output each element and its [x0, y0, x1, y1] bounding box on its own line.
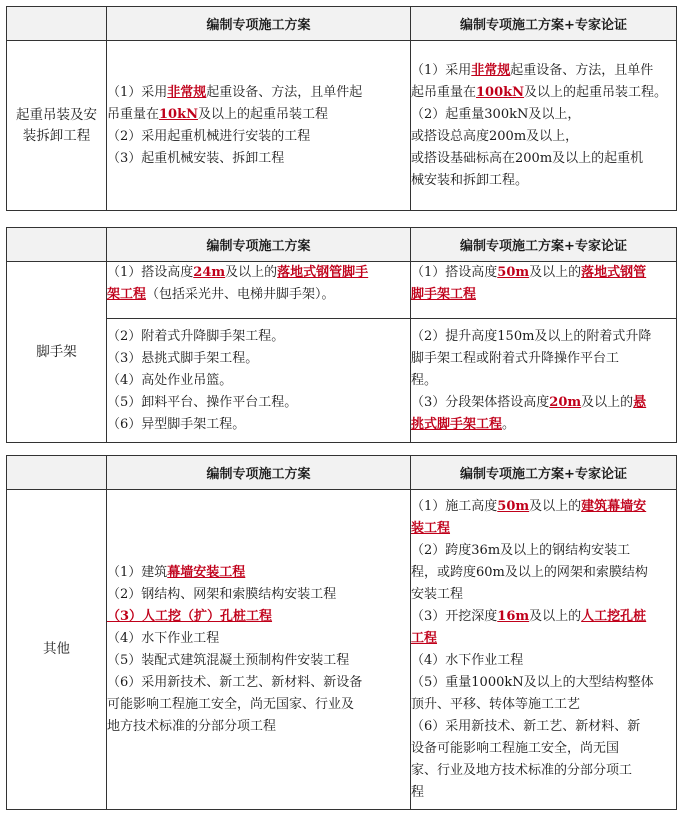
body-text: （4）高处作业吊篮。 [107, 372, 233, 388]
text-line [411, 82, 676, 104]
text-line [411, 606, 676, 628]
label-line: 起重吊装及安 [16, 106, 97, 123]
text-line [107, 82, 410, 104]
body-text: 及以上的 [529, 608, 582, 624]
highlight-text: 装工程 [411, 520, 451, 536]
body-text: 。 [502, 416, 516, 432]
header-plan: 编制专项施工方案 [107, 228, 411, 262]
header-expert: 编制专项施工方案+专家论证 [411, 456, 677, 490]
table-row [7, 490, 677, 810]
body-text: （5）重量1000kN及以上的大型结构整体 [411, 674, 654, 690]
highlight-text: 落地式钢管脚手 [277, 265, 369, 280]
body-text: （6）异型脚手架工程。 [107, 416, 246, 432]
expert-cell [411, 490, 677, 810]
text-line [107, 262, 410, 284]
category-label [7, 342, 106, 363]
text-line [107, 126, 410, 148]
text-line [107, 606, 410, 628]
text-line [411, 562, 676, 584]
body-text: （2）采用起重机械进行安装的工程 [107, 128, 311, 144]
table-other [6, 455, 677, 810]
body-text: 及以上的起重吊装工程。 [524, 84, 668, 100]
text-line [411, 628, 676, 650]
text-line [411, 694, 676, 716]
plan-text [107, 82, 410, 170]
body-text: 可能影响工程施工安全，尚无国家、行业及 [107, 696, 355, 712]
category-cell [7, 490, 107, 810]
body-text: （1）施工高度 [411, 498, 498, 514]
highlight-text: 脚手架工程 [411, 287, 477, 302]
body-text: 及以上的 [225, 265, 278, 280]
body-text: 家、行业及地方技术标准的分部分项工 [411, 762, 633, 778]
body-text: 及以上的起重吊装工程 [198, 106, 329, 122]
text-line [411, 496, 676, 518]
text-line [411, 782, 676, 804]
highlight-text: 10kN [159, 106, 198, 122]
body-text: （2）提升高度150m及以上的附着式升降 [411, 328, 652, 344]
body-text: （5）装配式建筑混凝土预制构件安装工程 [107, 652, 350, 668]
body-text: 起吊重量在 [411, 84, 477, 100]
plan-cell [107, 319, 411, 443]
table-row [7, 262, 677, 319]
header-empty [7, 456, 107, 490]
body-text: （1）搭设高度 [411, 265, 498, 280]
highlight-text: 20m [549, 394, 582, 410]
highlight-text: 落地式钢管 [581, 265, 647, 280]
highlight-text: 100kN [476, 84, 525, 100]
plan-cell [107, 262, 411, 319]
plan-cell [107, 490, 411, 810]
highlight-text: 24m [193, 265, 226, 280]
expert-text [411, 262, 676, 306]
table-scaffold [6, 227, 677, 443]
header-expert: 编制专项施工方案+专家论证 [411, 228, 677, 262]
body-text: 或搭设基础标高在200m及以上的起重机 [411, 150, 644, 166]
text-line [411, 284, 676, 306]
plan-cell [107, 41, 411, 211]
header-row [7, 456, 677, 490]
header-row [7, 228, 677, 262]
text-line [411, 148, 676, 170]
highlight-text: 50m [497, 265, 530, 280]
text-line [411, 370, 676, 392]
text-line [411, 672, 676, 694]
body-text: （2）附着式升降脚手架工程。 [107, 328, 285, 344]
header-plan: 编制专项施工方案 [107, 7, 411, 41]
body-text: 脚手架工程或附着式升降操作平台工 [411, 350, 620, 366]
text-line [107, 584, 410, 606]
category-label [7, 105, 106, 147]
expert-cell [411, 319, 677, 443]
body-text: （3）悬挑式脚手架工程。 [107, 350, 259, 366]
label-line: 装拆卸工程 [22, 127, 91, 144]
text-line [411, 650, 676, 672]
text-line [411, 716, 676, 738]
text-line [107, 672, 410, 694]
text-line [411, 414, 676, 436]
header-empty [7, 7, 107, 41]
text-line [107, 414, 410, 436]
text-line [411, 126, 676, 148]
category-label [7, 639, 106, 660]
text-line [411, 262, 676, 284]
body-text: 程，或跨度60m及以上的网架和索膜结构 [411, 564, 648, 580]
expert-cell [411, 41, 677, 211]
text-line [107, 650, 410, 672]
text-line [107, 562, 410, 584]
header-row [7, 7, 677, 41]
body-text: 起重设备、方法，且单件 [510, 62, 654, 78]
body-text: （6）采用新技术、新工艺、新材料、新 [411, 718, 641, 734]
text-line [411, 518, 676, 540]
highlight-text: 悬 [633, 394, 647, 410]
expert-text [411, 326, 676, 436]
highlight-text: 工程 [411, 630, 438, 646]
text-line [411, 584, 676, 606]
text-line [107, 716, 410, 738]
text-line [107, 392, 410, 414]
highlight-text: 挑式脚手架工程 [411, 416, 503, 432]
header-expert: 编制专项施工方案+专家论证 [411, 7, 677, 41]
body-text: （包括采光井、电梯井脚手架）。 [146, 287, 335, 302]
body-text: 顶升、平移、转体等施工工艺 [411, 696, 581, 712]
category-cell [7, 41, 107, 211]
expert-text [411, 60, 676, 192]
body-text: 或搭设总高度200m及以上， [411, 128, 579, 144]
expert-text [411, 496, 676, 804]
body-text: 吊重量在 [107, 106, 160, 122]
body-text: （2）跨度36m及以上的钢结构安装工 [411, 542, 631, 558]
body-text: 安装工程 [411, 586, 464, 602]
category-cell [7, 262, 107, 443]
plan-text [107, 562, 410, 738]
text-line [411, 170, 676, 192]
text-line [411, 60, 676, 82]
body-text: （1）采用 [411, 62, 472, 78]
expert-cell [411, 262, 677, 319]
text-line [411, 348, 676, 370]
body-text: （6）采用新技术、新工艺、新材料、新设备 [107, 674, 363, 690]
text-line [411, 760, 676, 782]
body-text: （1）搭设高度 [107, 265, 194, 280]
text-line [107, 348, 410, 370]
body-text: （1）采用 [107, 84, 168, 100]
body-text: 及以上的 [581, 394, 634, 410]
body-text: （5）卸料平台、操作平台工程。 [107, 394, 298, 410]
highlight-text: 建筑幕墙安 [581, 498, 647, 514]
body-text: （3）开挖深度 [411, 608, 498, 624]
highlight-text: （3）人工挖（扩）孔桩工程 [107, 608, 273, 624]
table-lifting [6, 6, 677, 211]
highlight-text: 人工挖孔桩 [581, 608, 647, 624]
text-line [107, 370, 410, 392]
text-line [411, 392, 676, 414]
body-text: （1）建筑 [107, 564, 168, 580]
body-text: 地方技术标准的分部分项工程 [107, 718, 277, 734]
body-text: 械安装和拆卸工程。 [411, 172, 529, 188]
body-text: 程 [411, 784, 425, 800]
label-line: 脚手架 [36, 343, 77, 360]
body-text: 及以上的 [529, 265, 582, 280]
highlight-text: 幕墙安装工程 [167, 564, 246, 580]
body-text: 设备可能影响工程施工安全，尚无国 [411, 740, 620, 756]
header-plan: 编制专项施工方案 [107, 456, 411, 490]
plan-text [107, 326, 410, 436]
body-text: （3）起重机械安装、拆卸工程 [107, 150, 285, 166]
body-text: 及以上的 [529, 498, 582, 514]
text-line [107, 148, 410, 170]
header-empty [7, 228, 107, 262]
label-line: 其他 [43, 641, 70, 657]
body-text: （3）分段架体搭设高度 [411, 394, 550, 410]
body-text: 程。 [411, 372, 438, 388]
body-text: （2）钢结构、网架和索膜结构安装工程 [107, 586, 337, 602]
text-line [107, 104, 410, 126]
highlight-text: 非常规 [471, 62, 511, 78]
plan-text [107, 262, 410, 306]
highlight-text: 架工程 [107, 287, 147, 302]
body-text: （2）起重量300kN及以上， [411, 106, 581, 122]
highlight-text: 16m [497, 608, 530, 624]
table-row [7, 319, 677, 443]
text-line [411, 326, 676, 348]
text-line [411, 540, 676, 562]
text-line [107, 694, 410, 716]
text-line [411, 104, 676, 126]
body-text: （4）水下作业工程 [107, 630, 220, 646]
body-text: （4）水下作业工程 [411, 652, 524, 668]
text-line [411, 738, 676, 760]
text-line [107, 628, 410, 650]
highlight-text: 50m [497, 498, 530, 514]
body-text: 起重设备、方法，且单件起 [206, 84, 363, 100]
text-line [107, 284, 410, 306]
highlight-text: 非常规 [167, 84, 207, 100]
text-line [107, 326, 410, 348]
table-row [7, 41, 677, 211]
